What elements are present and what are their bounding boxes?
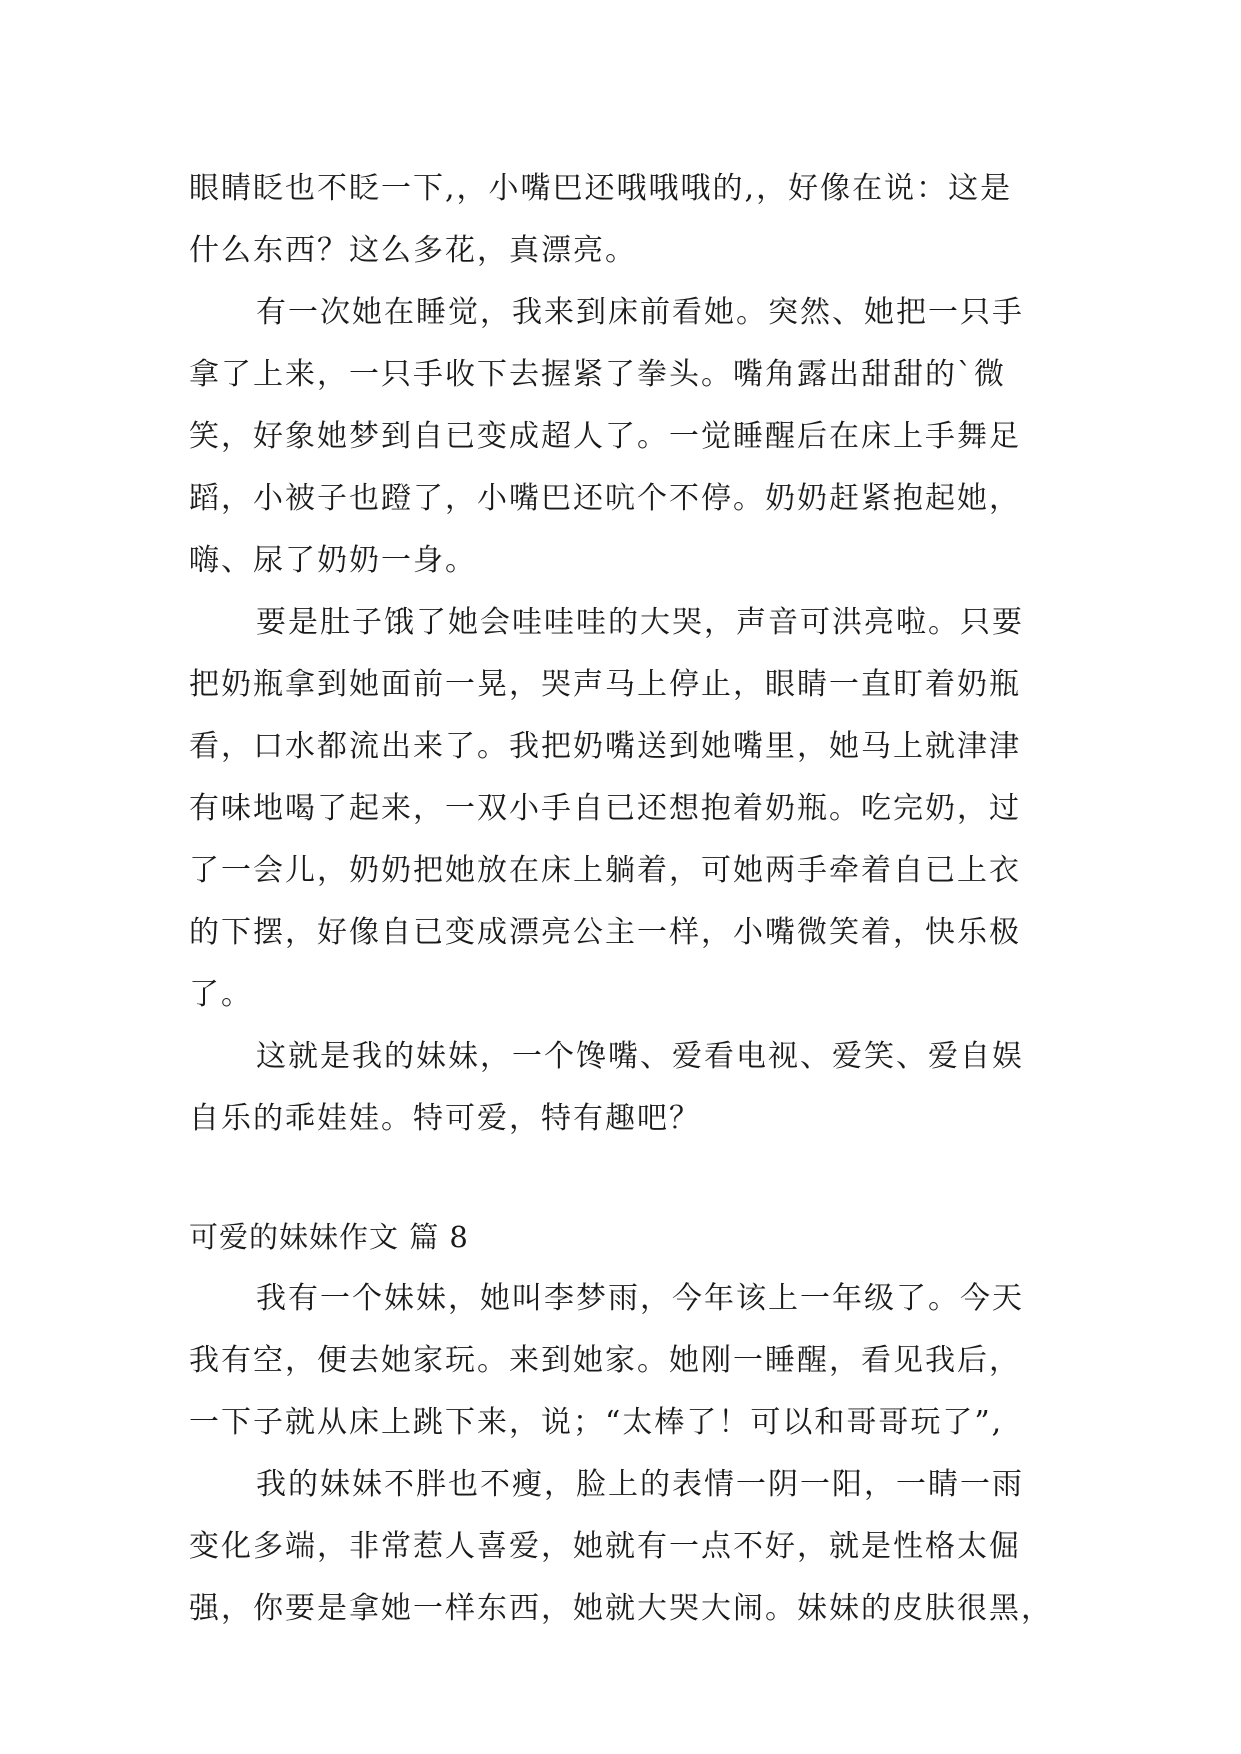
text-line: 有一次她在睡觉，我来到床前看她。突然、她把一只手 xyxy=(256,295,1024,330)
text-line: 了。 xyxy=(189,977,253,1012)
paragraph xyxy=(189,158,1069,282)
text-line: 要是肚子饿了她会哇哇哇的大哭，声音可洪亮啦。只要 xyxy=(256,605,1024,640)
text-line: 这就是我的妹妹，一个馋嘴、爱看电视、爱笑、爱自娱 xyxy=(256,1039,1024,1074)
paragraph xyxy=(189,1026,1069,1150)
text-line: 自乐的乖娃娃。特可爱，特有趣吧？ xyxy=(189,1101,701,1136)
text-line: 一下子就从床上跳下来，说；“太棒了！可以和哥哥玩了”, xyxy=(189,1405,1004,1440)
text-line: 我的妹妹不胖也不瘦，脸上的表情一阴一阳，一睛一雨 xyxy=(256,1467,1024,1502)
text-line: 笑，好象她梦到自已变成超人了。一觉睡醒后在床上手舞足 xyxy=(189,419,1021,454)
text-line: 强，你要是拿她一样东西，她就大哭大闹。妹妹的皮肤很黑， xyxy=(189,1591,1053,1626)
section-spacer xyxy=(189,1150,1069,1206)
paragraph xyxy=(189,282,1069,592)
text-line: 我有空，便去她家玩。来到她家。她刚一睡醒，看见我后， xyxy=(189,1343,1021,1378)
section-heading: 可爱的妹妹作文 篇 8 xyxy=(189,1220,469,1254)
text-line: 我有一个妹妹，她叫李梦雨，今年该上一年级了。今天 xyxy=(256,1281,1024,1316)
paragraph xyxy=(189,592,1069,1026)
paragraph xyxy=(189,1268,1069,1454)
text-line: 蹈，小被子也蹬了，小嘴巴还吭个不停。奶奶赶紧抱起她， xyxy=(189,481,1021,516)
text-line: 拿了上来，一只手收下去握紧了拳头。嘴角露出甜甜的`微 xyxy=(189,357,1006,392)
text-line: 的下摆，好像自已变成漂亮公主一样，小嘴微笑着，快乐极 xyxy=(189,915,1021,950)
text-line: 眼睛眨也不眨一下,，小嘴巴还哦哦哦的,，好像在说：这是 xyxy=(189,171,1013,206)
text-line: 看，口水都流出来了。我把奶嘴送到她嘴里，她马上就津津 xyxy=(189,729,1021,764)
document-body xyxy=(189,158,1069,1640)
text-line: 把奶瓶拿到她面前一晃，哭声马上停止，眼睛一直盯着奶瓶 xyxy=(189,667,1021,702)
text-line: 有味地喝了起来，一双小手自已还想抱着奶瓶。吃完奶，过 xyxy=(189,791,1021,826)
text-line: 变化多端，非常惹人喜爱，她就有一点不好，就是性格太倔 xyxy=(189,1529,1021,1564)
text-line: 了一会儿，奶奶把她放在床上躺着，可她两手牵着自已上衣 xyxy=(189,853,1021,888)
text-line: 嗨、尿了奶奶一身。 xyxy=(189,543,477,578)
paragraph xyxy=(189,1454,1069,1640)
text-line: 什么东西？这么多花，真漂亮。 xyxy=(189,233,637,268)
